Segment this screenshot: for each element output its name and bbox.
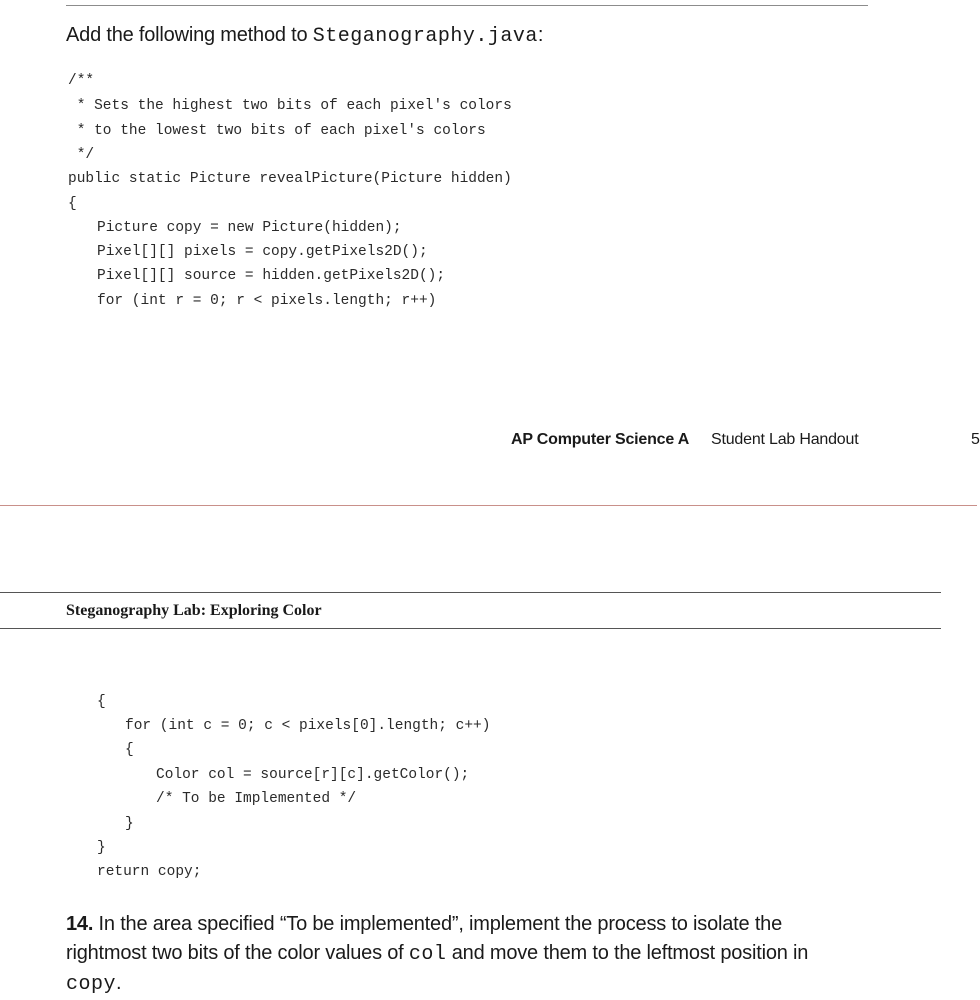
intro-prefix: Add the following method to xyxy=(66,24,313,46)
code-line-5: public static Picture revealPicture(Picture hidden) xyxy=(68,171,512,187)
code-line-3: * to the lowest two bits of each pixel's colors xyxy=(68,123,486,139)
footer-handout-label: Student Lab Handout xyxy=(711,431,859,448)
code-line-14: Color col = source[r][c].getColor(); xyxy=(156,767,470,783)
code-line-2: * Sets the highest two bits of each pixel's colors xyxy=(68,98,512,114)
top-rule xyxy=(66,5,868,6)
code-line-11: { xyxy=(97,694,106,710)
code-line-16: } xyxy=(125,816,134,832)
code-line-9: Pixel[][] source = hidden.getPixels2D(); xyxy=(97,268,446,284)
intro-filename: Steganography.java xyxy=(312,25,538,48)
code-line-7: Picture copy = new Picture(hidden); xyxy=(97,220,402,236)
code-line-8: Pixel[][] pixels = copy.getPixels2D(); xyxy=(97,244,428,260)
code-line-6: { xyxy=(68,196,77,212)
question-14 xyxy=(66,910,866,1000)
header-band-bottom-rule xyxy=(0,628,941,629)
question-text-part-2: and move them to the leftmost position in xyxy=(446,941,809,964)
page-break-rule xyxy=(0,505,977,506)
code-line-17: } xyxy=(97,840,106,856)
question-code-copy: copy xyxy=(66,973,117,996)
question-text-part-1: In the area specified “To be implemented”, implement the process to isolate the rightmost two bits of the color values of xyxy=(66,913,783,964)
page-number: 5 xyxy=(971,431,980,448)
question-number: 14. xyxy=(66,913,94,935)
code-line-13: { xyxy=(125,742,134,758)
code-line-12: for (int c = 0; c < pixels[0].length; c++) xyxy=(125,718,491,734)
code-line-18: return copy; xyxy=(97,864,202,880)
code-line-15: /* To be Implemented */ xyxy=(156,791,357,807)
section-title: Steganography Lab: Exploring Color xyxy=(66,602,322,619)
code-line-1: /** xyxy=(68,73,95,89)
code-line-10: for (int r = 0; r < pixels.length; r++) xyxy=(97,293,437,309)
question-text-part-3: . xyxy=(116,972,122,994)
header-band-top-rule xyxy=(0,592,941,593)
question-code-col: col xyxy=(408,942,447,966)
footer-course-name: AP Computer Science A xyxy=(511,431,690,448)
intro-suffix: : xyxy=(537,24,544,46)
intro-sentence xyxy=(66,24,543,48)
code-line-4: */ xyxy=(68,147,95,163)
